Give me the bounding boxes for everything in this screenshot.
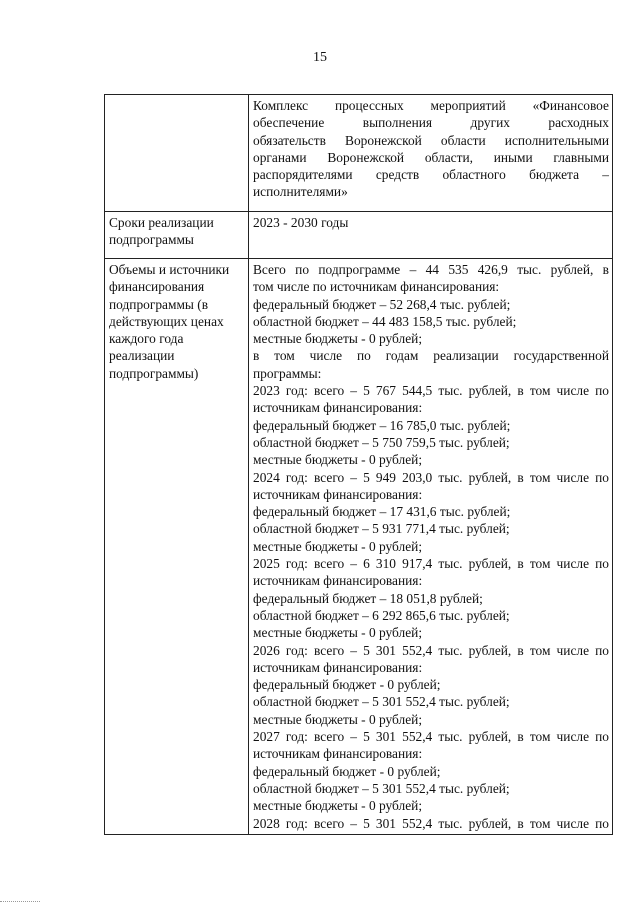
text-line: местные бюджеты - 0 рублей;: [253, 331, 423, 347]
implementation-period-label-cell: [105, 212, 249, 259]
text-line: обязательств Воронежской области исполнительными: [253, 132, 609, 148]
text-line: каждого года: [109, 331, 184, 347]
text-line: источникам финансирования:: [253, 486, 423, 502]
text-line: источникам финансирования:: [253, 573, 423, 589]
text-line: местные бюджеты - 0 рублей;: [253, 625, 423, 641]
text-line: программы:: [253, 365, 322, 381]
table-cell-empty: [105, 95, 249, 212]
text-line: распорядителями средств областного бюджета –: [253, 167, 609, 183]
text-line: областной бюджет – 5 301 552,4 тыс. рублей;: [253, 780, 510, 796]
text-line: подпрограммы: [109, 232, 194, 248]
text-line: областной бюджет – 5 750 759,5 тыс. рублей;: [253, 434, 510, 450]
text-line: областной бюджет – 5 931 771,4 тыс. рублей;: [253, 521, 510, 537]
text-line: федеральный бюджет – 17 431,6 тыс. рублей;: [253, 504, 511, 520]
funding-volumes-value-cell: [249, 259, 613, 835]
funding-volumes-label-cell: [105, 259, 249, 835]
text-line: Сроки реализации: [109, 215, 214, 230]
text-line: источникам финансирования:: [253, 400, 423, 416]
scan-edge-mark: [0, 901, 40, 905]
funding-volumes-text: [253, 261, 609, 832]
text-line: финансирования: [109, 279, 205, 295]
subprogram-passport-table: [104, 94, 613, 835]
text-line: подпрограммы (в: [109, 296, 209, 312]
text-line: реализации: [109, 348, 175, 364]
funding-volumes-label: [109, 261, 245, 382]
text-line: федеральный бюджет – 18 051,8 рублей;: [253, 590, 483, 606]
text-line: местные бюджеты - 0 рублей;: [253, 452, 423, 468]
text-line: 2025 год: всего – 6 310 917,4 тыс. рублей, в том числе по: [253, 556, 609, 572]
implementation-period-value-cell: [249, 212, 613, 259]
table-row: [105, 95, 613, 212]
implementation-period-label: [109, 214, 245, 249]
text-line: действующих ценах: [109, 313, 224, 329]
page-number: 15: [313, 50, 327, 65]
text-line: областной бюджет – 6 292 865,6 тыс. рублей;: [253, 607, 510, 623]
text-line: областной бюджет – 44 483 158,5 тыс. рублей;: [253, 313, 517, 329]
text-line: 2028 год: всего – 5 301 552,4 тыс. рублей, в том числе по: [253, 815, 609, 831]
text-line: подпрограммы): [109, 365, 199, 381]
text-line: 2026 год: всего – 5 301 552,4 тыс. рублей, в том числе по: [253, 642, 609, 658]
text-line: Всего по подпрограмме – 44 535 426,9 тыс. рублей, в: [253, 262, 609, 277]
text-line: Объемы и источники: [109, 262, 230, 277]
text-line: федеральный бюджет - 0 рублей;: [253, 763, 441, 779]
text-line: в том числе по годам реализации государственной: [253, 348, 609, 364]
text-line: 2024 год: всего – 5 949 203,0 тыс. рублей, в том числе по: [253, 469, 609, 485]
text-line: федеральный бюджет – 52 268,4 тыс. рублей;: [253, 296, 511, 312]
implementation-period-value: 2023 - 2030 годы: [253, 215, 349, 230]
text-line: местные бюджеты - 0 рублей;: [253, 711, 423, 727]
text-line: исполнителями»: [253, 184, 348, 200]
text-line: источникам финансирования:: [253, 659, 423, 675]
text-line: Комплекс процессных мероприятий «Финансовое: [253, 98, 609, 113]
complex-measures-text: [253, 97, 609, 201]
complex-measures-cell: [249, 95, 613, 212]
text-line: местные бюджеты - 0 рублей;: [253, 538, 423, 554]
text-line: областной бюджет – 5 301 552,4 тыс. рублей;: [253, 694, 510, 710]
text-line: 2023 год: всего – 5 767 544,5 тыс. рублей, в том числе по: [253, 383, 609, 399]
text-line: местные бюджеты - 0 рублей;: [253, 798, 423, 814]
text-line: источникам финансирования:: [253, 746, 423, 762]
text-line: федеральный бюджет - 0 рублей;: [253, 677, 441, 693]
text-line: обеспечение выполнения других расходных: [253, 115, 609, 131]
text-line: федеральный бюджет – 16 785,0 тыс. рублей;: [253, 417, 511, 433]
table-row: [105, 259, 613, 835]
text-line: 2027 год: всего – 5 301 552,4 тыс. рублей, в том числе по: [253, 729, 609, 745]
text-line: органами Воронежской области, иными главными: [253, 149, 609, 165]
table-row: [105, 212, 613, 259]
text-line: том числе по источникам финансирования:: [253, 279, 500, 295]
